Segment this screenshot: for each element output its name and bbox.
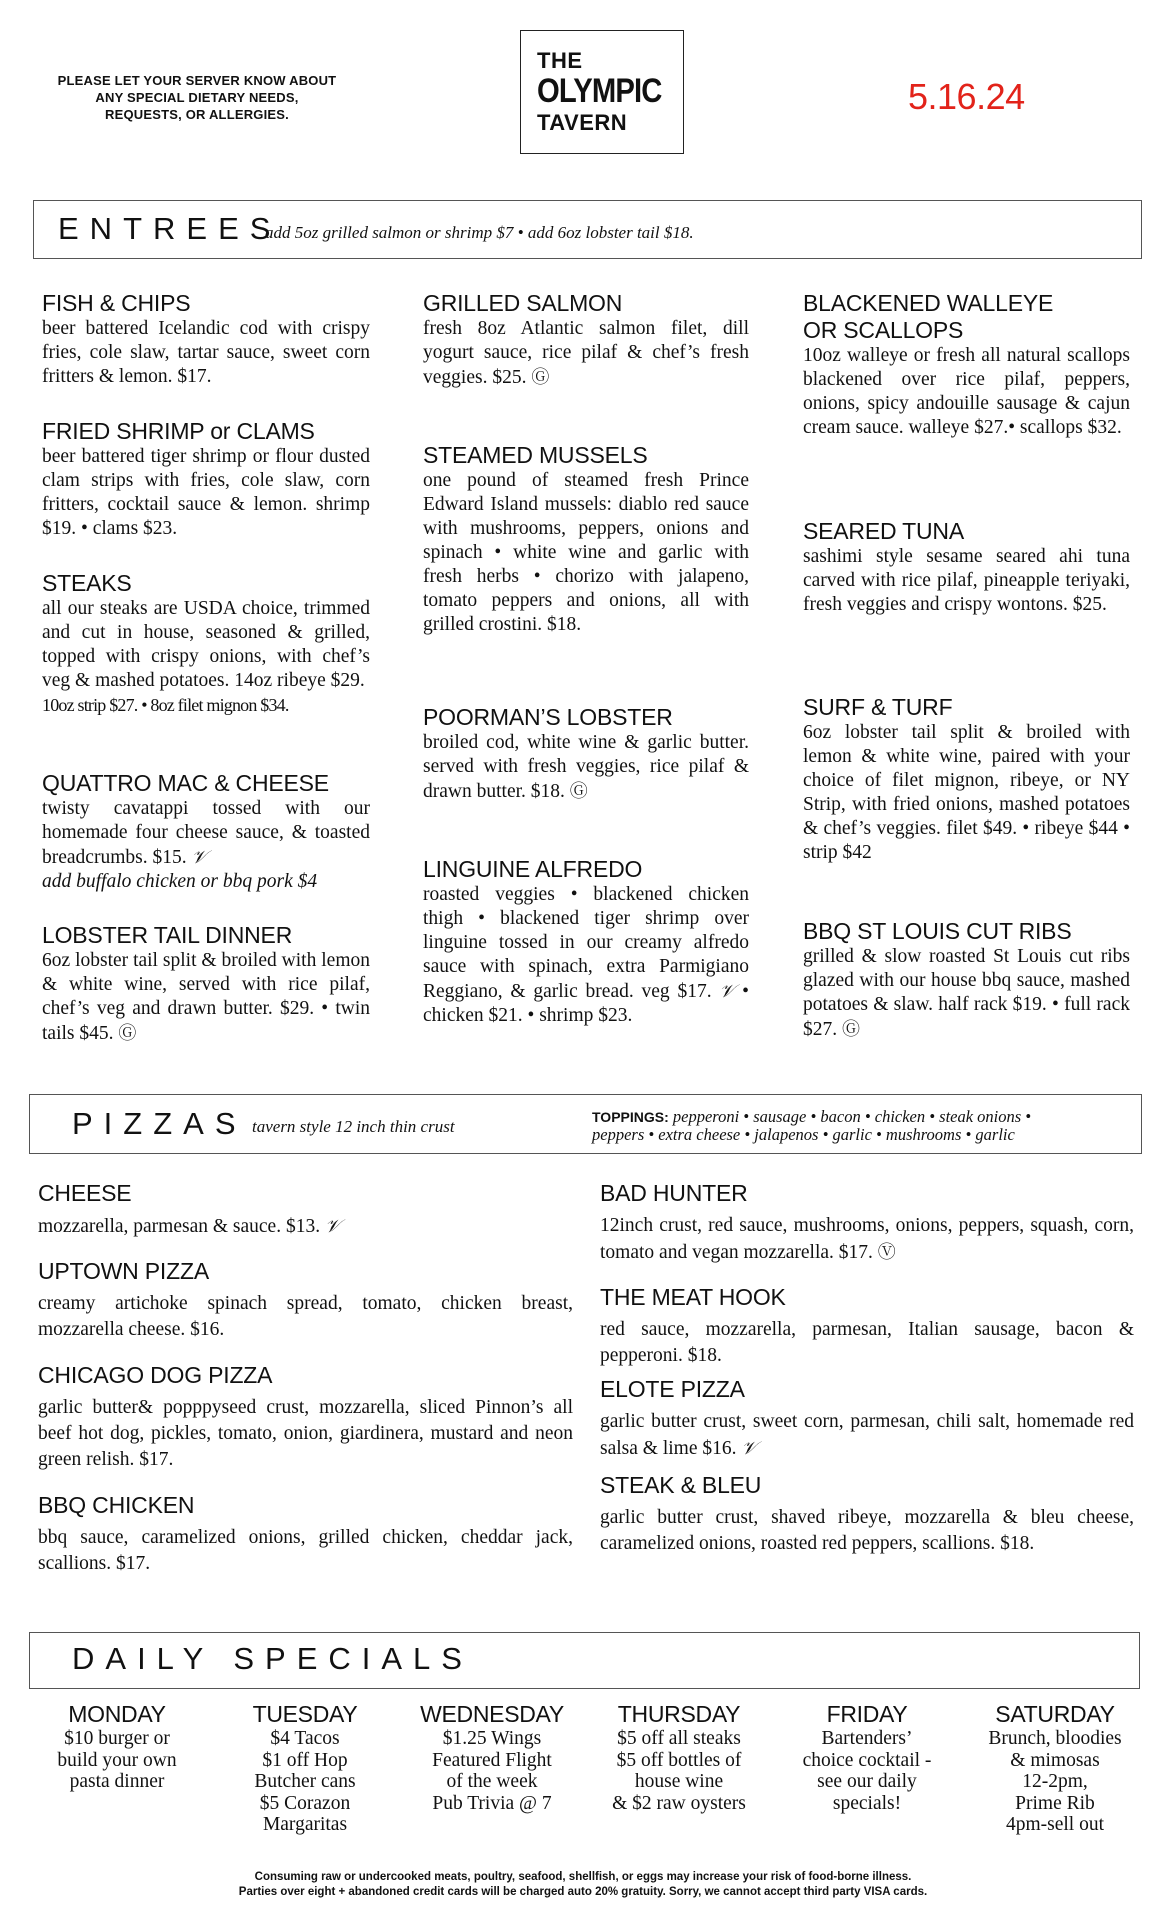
special-line: $5 Corazon <box>259 1792 351 1814</box>
entree-description: twisty cavatappi tossed with our homemade four cheese sauce, & toasted breadcrumbs. $15. <box>42 798 370 868</box>
entree-name: SEARED TUNA <box>803 518 964 544</box>
special-line: Bartenders’ <box>821 1728 913 1749</box>
pizzas-crust-note: tavern style 12 inch thin crust <box>252 1117 455 1136</box>
entree-poormans-lobster <box>423 704 749 804</box>
entree-description: fresh 8oz Atlantic salmon filet, dill yogurt sauce, rice pilaf & chef’s fresh veggies. $25. <box>423 318 749 388</box>
entree-description: grilled & slow roasted St Louis cut ribs glazed with our house bbq sauce, mashed potatoes & slaw. half rack $19. • full rack $27. <box>803 946 1130 1040</box>
pizza-name: CHICAGO DOG PIZZA <box>38 1362 273 1388</box>
special-line: Brunch, bloodies <box>988 1728 1122 1749</box>
entree-blackened-walleye-or-scallops <box>803 290 1130 440</box>
special-day-name: SATURDAY <box>995 1701 1115 1727</box>
entree-name: LOBSTER TAIL DINNER <box>42 922 293 948</box>
pizza-bad-hunter <box>600 1180 1134 1266</box>
special-line: $5 off all steaks <box>617 1728 741 1749</box>
special-line: Featured Flight <box>432 1749 552 1771</box>
entree-name: FRIED SHRIMP or CLAMS <box>42 418 315 444</box>
daily-specials-title: DAILY SPECIALS <box>72 1641 473 1676</box>
special-line: 12-2pm, <box>1022 1771 1088 1792</box>
logo-line-tavern: TAVERN <box>537 110 628 135</box>
entree-name: FISH & CHIPS <box>42 290 191 316</box>
special-line: $1.25 Wings <box>442 1728 542 1749</box>
special-line: house wine <box>634 1771 724 1792</box>
logo-line-olympic: OLYMPIC <box>537 72 662 110</box>
entrees-title: ENTREES <box>58 211 282 246</box>
entree-lobster-tail-dinner <box>42 922 370 1046</box>
entree-grilled-salmon <box>423 290 749 390</box>
footer-line: Consuming raw or undercooked meats, poultry, seafood, shellfish, or eggs may increase your risk of food-borne illness. <box>254 1871 912 1883</box>
special-line: 4pm-sell out <box>1005 1814 1105 1835</box>
pizza-description: red sauce, mozzarella, parmesan, Italian sausage, bacon & pepperoni. $18. <box>600 1319 1134 1366</box>
special-line: of the week <box>446 1771 538 1792</box>
toppings-list-line: pepperoni • sausage • bacon • chicken • steak onions • <box>668 1107 1032 1126</box>
restaurant-logo <box>520 30 684 154</box>
gluten-free-icon: Ⓖ <box>569 781 588 801</box>
vegetarian-icon: 𝒱 <box>719 981 735 1001</box>
special-day-name: WEDNESDAY <box>420 1701 564 1727</box>
special-day-name: TUESDAY <box>252 1701 358 1727</box>
special-line: specials! <box>832 1792 902 1814</box>
pizza-toppings <box>592 1108 1136 1143</box>
entree-name: POORMAN’S LOBSTER <box>423 704 673 730</box>
special-line: $5 off bottles of <box>616 1749 742 1771</box>
special-line: $1 off Hop <box>262 1749 348 1771</box>
pizza-name: ELOTE PIZZA <box>600 1376 745 1402</box>
pizza-description: bbq sauce, caramelized onions, grilled chicken, cheddar jack, scallions. $17. <box>38 1527 573 1574</box>
gluten-free-icon: Ⓖ <box>842 1019 860 1039</box>
special-day-name: FRIDAY <box>826 1701 908 1727</box>
entree-name-line2: OR SCALLOPS <box>803 317 964 343</box>
pizza-name: BAD HUNTER <box>600 1180 748 1206</box>
vegetarian-icon: 𝒱 <box>191 847 207 867</box>
pizza-description: 12inch crust, red sauce, mushrooms, onions, peppers, squash, corn, tomato and vegan mozzarella. $17. <box>600 1215 1134 1263</box>
special-friday <box>782 1700 952 1814</box>
special-line: $10 burger or <box>64 1728 170 1749</box>
entree-fried-shrimp-or-clams <box>42 418 370 541</box>
entree-fish-and-chips <box>42 290 370 389</box>
pizza-name: STEAK & BLEU <box>600 1472 762 1498</box>
special-line: Prime Rib <box>1015 1792 1095 1814</box>
entree-steamed-mussels <box>423 442 749 637</box>
special-day-name: MONDAY <box>68 1701 166 1727</box>
entree-description: beer battered tiger shrimp or flour dusted clam strips with fries, cole slaw, corn fritters, cocktail sauce & lemon. shrimp $19. • clams $23. <box>42 446 370 539</box>
entree-seared-tuna <box>803 518 1130 617</box>
entree-description: all our steaks are USDA choice, trimmed and cut in house, seasoned & grilled, topped with crispy onions, with chef’s veg & mashed potatoes. 14oz ribeye $29. <box>42 598 370 691</box>
entree-name: QUATTRO MAC & CHEESE <box>42 770 329 796</box>
entree-name: SURF & TURF <box>803 694 953 720</box>
entree-addon: add buffalo chicken or bbq pork $4 <box>42 871 318 892</box>
entree-description: roasted veggies • blackened chicken thigh • blackened tiger shrimp over linguine tossed in our creamy alfredo sauce with spinach, extra Parmigiano Reggiano, & garlic bread. veg $17. <box>423 884 749 1002</box>
special-thursday <box>594 1700 764 1814</box>
entree-name: GRILLED SALMON <box>423 290 623 316</box>
entree-linguine-alfredo <box>423 856 749 1028</box>
entree-description: 6oz lobster tail split & broiled with lemon & white wine, paired with your choice of filet mignon, ribeye, or NY Strip, with fried onions, mashed potatoes & chef’s veggies. filet $49. • ribeye $44 • strip $42 <box>803 722 1130 863</box>
pizza-name: THE MEAT HOOK <box>600 1284 786 1310</box>
entree-name: STEAKS <box>42 570 132 596</box>
toppings-label: TOPPINGS: <box>592 1109 669 1125</box>
special-line: $4 Tacos <box>270 1728 340 1749</box>
special-monday <box>32 1700 202 1793</box>
pizza-cheese <box>38 1180 573 1240</box>
pizzas-title: PIZZAS <box>72 1106 247 1141</box>
entrees-header-bar <box>33 200 1142 259</box>
special-line: & mimosas <box>1010 1749 1100 1771</box>
gluten-free-icon: Ⓖ <box>531 367 550 387</box>
menu-date: 5.16.24 <box>908 76 1025 117</box>
pizza-the-meat-hook <box>600 1284 1134 1369</box>
special-line: build your own <box>57 1749 177 1771</box>
pizza-steak-and-bleu <box>600 1472 1134 1557</box>
pizza-description: creamy artichoke spinach spread, tomato, chicken breast, mozzarella cheese. $16. <box>38 1293 573 1340</box>
vegetarian-icon: 𝒱 <box>741 1438 757 1458</box>
dietary-note-line: PLEASE LET YOUR SERVER KNOW ABOUT <box>57 73 337 88</box>
dietary-note <box>52 72 342 123</box>
special-line: Margaritas <box>262 1814 348 1835</box>
pizza-name: UPTOWN PIZZA <box>38 1258 209 1284</box>
entree-description: sashimi style sesame seared ahi tuna carved with rice pilaf, pineapple teriyaki, fresh veggies and crispy wontons. $25. <box>803 546 1130 615</box>
entree-surf-and-turf <box>803 694 1130 865</box>
entree-description: broiled cod, white wine & garlic butter. served with fresh veggies, rice pilaf & drawn butter. $18. <box>423 732 749 802</box>
footer-disclaimer <box>0 1870 1166 1900</box>
pizza-chicago-dog <box>38 1362 573 1473</box>
dietary-note-line: REQUESTS, OR ALLERGIES. <box>105 107 289 122</box>
special-saturday <box>970 1700 1140 1836</box>
pizza-description: garlic butter& popppyseed crust, mozzarella, sliced Pinnon’s all beef hot dog, pickles, tomato, onion, giardinera, mustard and neon green relish. $17. <box>38 1397 573 1470</box>
entree-name: LINGUINE ALFREDO <box>423 856 643 882</box>
entree-quattro-mac-and-cheese <box>42 770 370 894</box>
entree-description: 6oz lobster tail split & broiled with lemon & white wine, served with rice pilaf, chef’s veg and drawn butter. $29. • twin tails $45. <box>42 950 370 1044</box>
special-line: Butcher cans <box>254 1771 356 1792</box>
entree-description-extra: 10oz strip $27. • 8oz filet mignon $34. <box>42 695 289 715</box>
entree-description: one pound of steamed fresh Prince Edward Island mussels: diablo red sauce with mushrooms, peppers, onions and spinach • white wine and garlic with fresh herbs • chorizo with jalapeno, tomato peppers and onions, all with grilled crostini. $18. <box>423 470 749 635</box>
vegan-icon: Ⓥ <box>877 1242 896 1262</box>
logo-line-the: THE <box>537 48 583 73</box>
special-tuesday <box>220 1700 390 1836</box>
pizza-elote <box>600 1376 1134 1462</box>
pizza-description: garlic butter crust, sweet corn, parmesan, chili salt, homemade red salsa & lime $16. <box>600 1411 1134 1459</box>
pizza-name: BBQ CHICKEN <box>38 1492 195 1518</box>
toppings-list-line: peppers • extra cheese • jalapenos • garlic • mushrooms • garlic <box>592 1125 1015 1144</box>
entree-name: STEAMED MUSSELS <box>423 442 648 468</box>
special-line: choice cocktail - <box>802 1749 932 1771</box>
pizza-uptown <box>38 1258 573 1343</box>
entree-bbq-st-louis-cut-ribs <box>803 918 1130 1042</box>
daily-specials-header-bar <box>29 1632 1140 1689</box>
pizza-bbq-chicken <box>38 1492 573 1577</box>
special-line: pasta dinner <box>69 1771 165 1792</box>
vegetarian-icon: 𝒱 <box>324 1216 340 1236</box>
entree-description: beer battered Icelandic cod with crispy fries, cole slaw, tartar sauce, sweet corn fritters & lemon. $17. <box>42 318 370 387</box>
pizza-name: CHEESE <box>38 1180 132 1206</box>
entrees-addon-note: add 5oz grilled salmon or shrimp $7 • add 6oz lobster tail $18. <box>265 223 694 242</box>
entree-description-extra: • chicken $21. • shrimp $23. <box>423 981 750 1026</box>
footer-line: Parties over eight + abandoned credit cards will be charged auto 20% gratuity. Sorry, we cannot accept third party VISA cards. <box>238 1886 928 1898</box>
entree-name: BLACKENED WALLEYE <box>803 290 1054 316</box>
special-wednesday <box>407 1700 577 1814</box>
entree-description: 10oz walleye or fresh all natural scallops blackened over rice pilaf, peppers, onions, spicy andouille sausage & cajun cream sauce. walleye $27.• scallops $32. <box>803 345 1130 438</box>
entree-steaks <box>42 570 370 717</box>
dietary-note-line: ANY SPECIAL DIETARY NEEDS, <box>95 90 299 105</box>
special-day-name: THURSDAY <box>617 1701 741 1727</box>
gluten-free-icon: Ⓖ <box>118 1023 137 1043</box>
pizza-description: garlic butter crust, shaved ribeye, mozzarella & bleu cheese, caramelized onions, roasted red peppers, scallions. $18. <box>600 1507 1134 1554</box>
special-line: see our daily <box>817 1771 917 1792</box>
entree-name: BBQ ST LOUIS CUT RIBS <box>803 918 1072 944</box>
special-line: Pub Trivia @ 7 <box>432 1792 552 1814</box>
special-line: & $2 raw oysters <box>612 1792 746 1814</box>
pizza-description: mozzarella, parmesan & sauce. $13. <box>38 1216 325 1237</box>
